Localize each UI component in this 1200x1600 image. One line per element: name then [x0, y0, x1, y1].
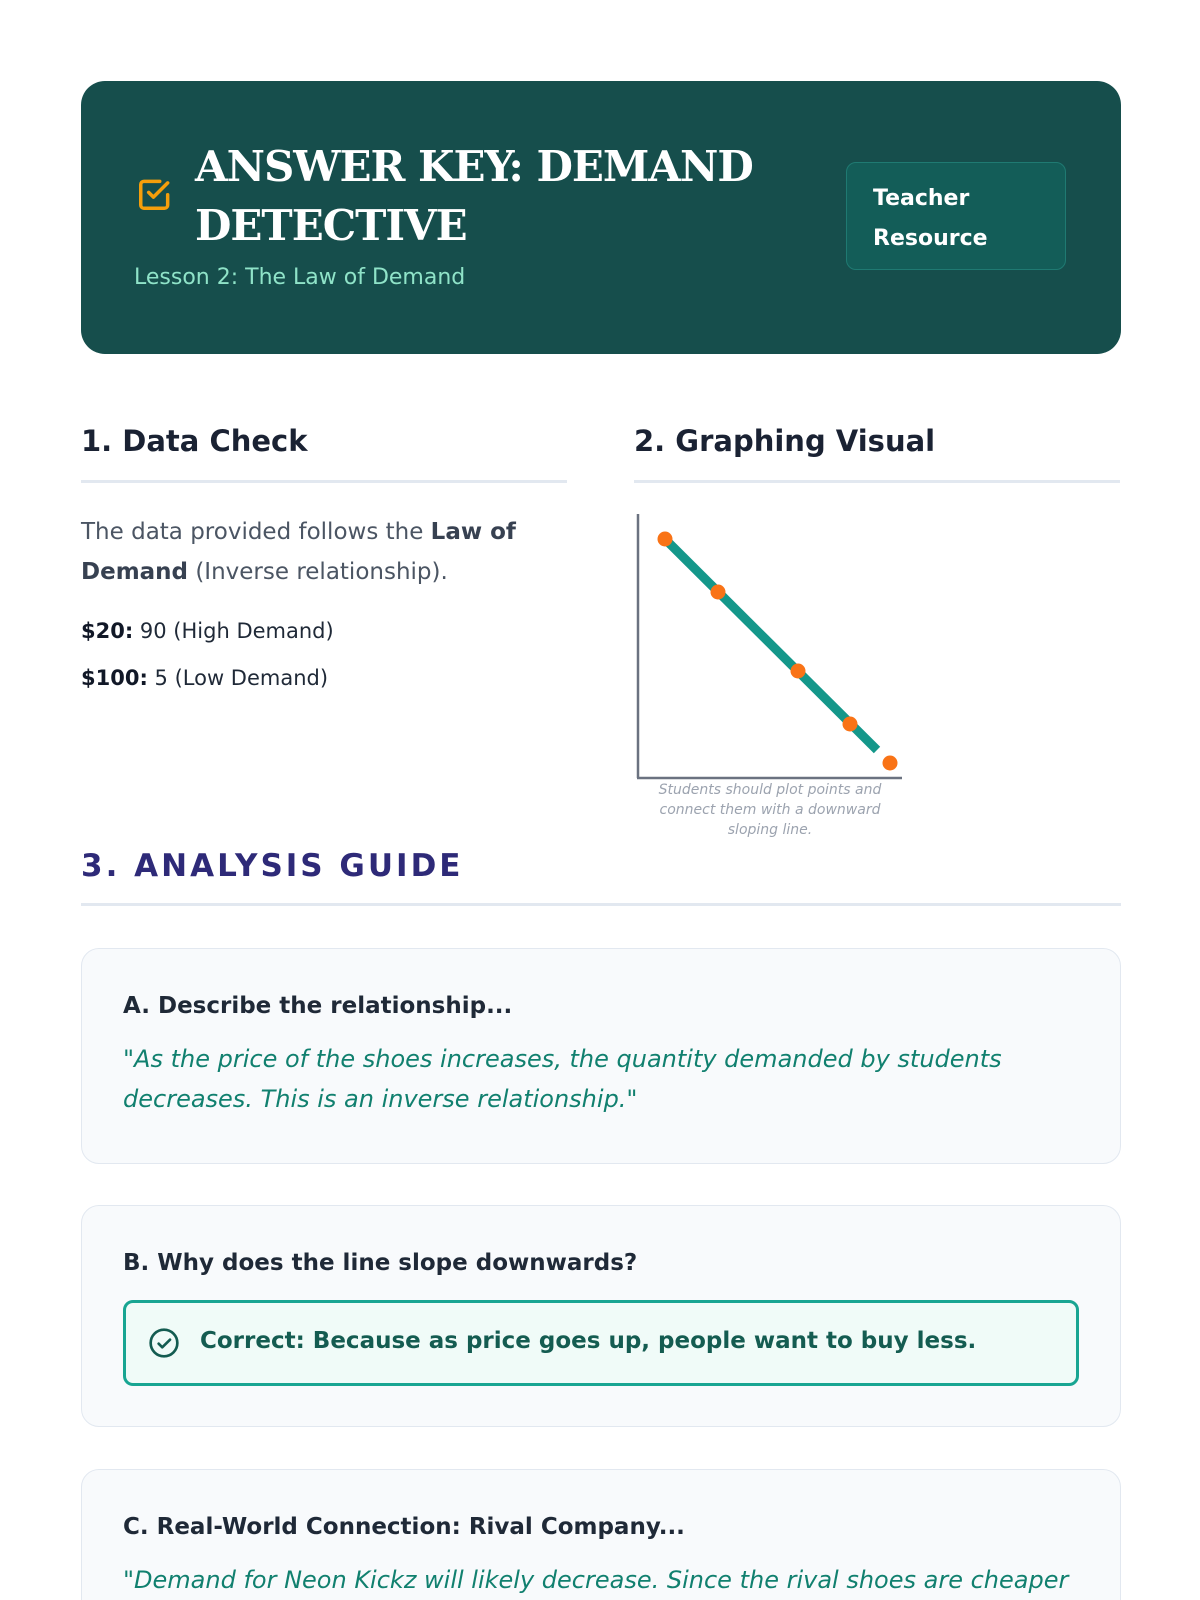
data-row-value: 90 (High Demand): [133, 619, 334, 643]
data-row-price: $20:: [81, 619, 134, 643]
data-check-heading: 1. Data Check: [81, 424, 567, 483]
answer-a-text: "As the price of the shoes increases, the quantity demanded by students decreases. This is an inverse relationship.": [123, 1045, 1002, 1113]
data-check-intro: [81, 512, 551, 592]
answer-b-text: Correct: Because as price goes up, people want to buy less.: [200, 1328, 977, 1354]
intro-prefix: The data provided follows the: [81, 519, 431, 545]
question-b-title: B. Why does the line slope downwards?: [123, 1250, 638, 1276]
check-circle-icon: [148, 1327, 180, 1359]
demand-point: [791, 664, 806, 679]
question-card-c: [81, 1469, 1121, 1600]
checkbox-icon: [136, 175, 174, 213]
analysis-guide-heading: 3. ANALYSIS GUIDE: [81, 848, 1121, 906]
intro-suffix: (Inverse relationship).: [188, 559, 448, 585]
data-row-price: $100:: [81, 666, 148, 690]
question-c-title: C. Real-World Connection: Rival Company...: [123, 1514, 685, 1540]
data-row-high: [81, 619, 334, 643]
header-banner: [81, 81, 1121, 354]
demand-point: [883, 756, 898, 771]
demand-point: [711, 585, 726, 600]
demand-point: [658, 532, 673, 547]
question-card-b: [81, 1205, 1121, 1427]
demand-curve-chart: [634, 510, 904, 780]
question-a-title: A. Describe the relationship...: [123, 993, 513, 1019]
lesson-subtitle: Lesson 2: The Law of Demand: [134, 265, 466, 290]
demand-point: [843, 717, 858, 732]
teacher-resource-badge: Teacher Resource: [846, 162, 1066, 270]
data-row-value: 5 (Low Demand): [147, 666, 329, 690]
question-card-a: [81, 948, 1121, 1164]
correct-answer-box: [123, 1300, 1079, 1386]
graphing-visual-heading: 2. Graphing Visual: [634, 424, 1120, 483]
data-row-low: [81, 666, 328, 690]
answer-c-text: "Demand for Neon Kickz will likely decrease. Since the rival shoes are cheaper: [123, 1566, 1069, 1594]
intro-law: Law of Demand: [81, 519, 516, 585]
graph-caption: Students should plot points and connect them with a downward sloping line.: [658, 782, 882, 838]
page-title: ANSWER KEY: DEMAND DETECTIVE: [195, 142, 753, 250]
